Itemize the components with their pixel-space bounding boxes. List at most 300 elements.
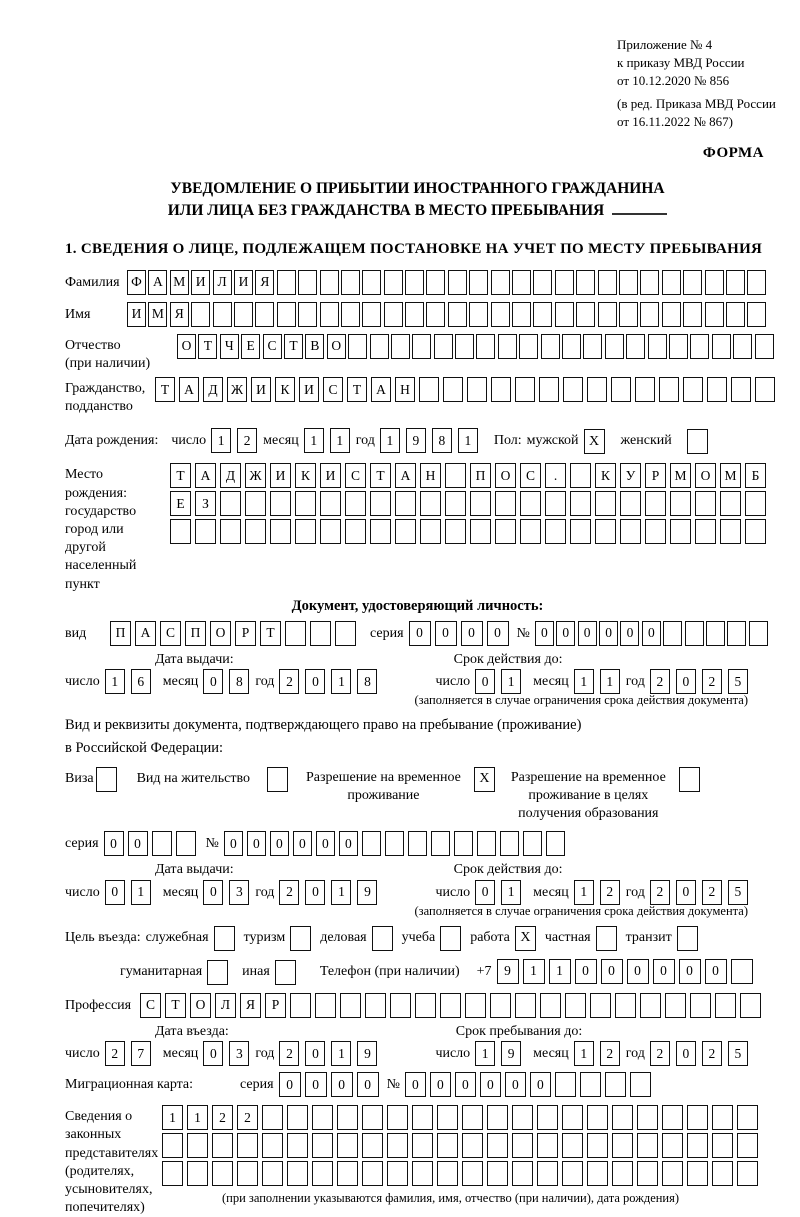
form-cell[interactable] (191, 302, 210, 327)
form-cell[interactable]: 0 (279, 1072, 301, 1097)
form-cell[interactable] (670, 519, 691, 544)
form-cell[interactable]: 0 (642, 621, 661, 646)
form-cell[interactable] (245, 491, 266, 516)
form-cell[interactable] (565, 993, 586, 1018)
form-cell[interactable] (662, 1105, 683, 1130)
form-cell[interactable] (619, 270, 638, 295)
form-cell[interactable]: 1 (458, 428, 478, 453)
form-cell[interactable] (712, 1105, 733, 1130)
form-cell[interactable]: С (323, 377, 343, 402)
form-cell[interactable] (434, 334, 453, 359)
form-cell[interactable] (440, 993, 461, 1018)
form-cell[interactable]: 0 (293, 831, 312, 856)
form-cell[interactable] (495, 491, 516, 516)
form-cell[interactable]: И (270, 463, 291, 488)
purpose-private-checkbox[interactable] (596, 926, 617, 951)
form-cell[interactable]: К (595, 463, 616, 488)
form-cell[interactable]: Р (645, 463, 666, 488)
purpose-business-checkbox[interactable] (372, 926, 393, 951)
sex-female-checkbox[interactable] (687, 429, 708, 454)
form-cell[interactable] (749, 621, 768, 646)
form-cell[interactable]: 0 (679, 959, 701, 984)
form-cell[interactable] (262, 1161, 283, 1186)
form-cell[interactable]: 0 (676, 669, 696, 694)
form-cell[interactable] (533, 270, 552, 295)
form-cell[interactable] (683, 302, 702, 327)
form-cell[interactable]: 0 (203, 1041, 223, 1066)
form-cell[interactable] (395, 491, 416, 516)
form-cell[interactable]: 5 (728, 880, 748, 905)
form-cell[interactable] (598, 302, 617, 327)
form-cell[interactable] (612, 1161, 633, 1186)
form-cell[interactable] (570, 491, 591, 516)
form-cell[interactable]: 5 (728, 669, 748, 694)
form-cell[interactable] (348, 334, 367, 359)
form-cell[interactable] (576, 302, 595, 327)
form-cell[interactable] (162, 1133, 183, 1158)
form-cell[interactable] (690, 993, 711, 1018)
form-cell[interactable]: 1 (380, 428, 400, 453)
form-cell[interactable] (545, 491, 566, 516)
form-cell[interactable] (720, 491, 741, 516)
form-cell[interactable]: 1 (600, 669, 620, 694)
form-cell[interactable]: М (720, 463, 741, 488)
form-cell[interactable] (320, 270, 339, 295)
purpose-transit-checkbox[interactable] (677, 926, 698, 951)
form-cell[interactable] (731, 377, 751, 402)
form-cell[interactable]: 9 (357, 1041, 377, 1066)
form-cell[interactable]: 0 (331, 1072, 353, 1097)
form-cell[interactable]: 0 (505, 1072, 526, 1097)
form-cell[interactable] (362, 1105, 383, 1130)
form-cell[interactable] (295, 491, 316, 516)
form-cell[interactable] (540, 993, 561, 1018)
form-cell[interactable] (395, 519, 416, 544)
form-cell[interactable]: 2 (650, 880, 670, 905)
form-cell[interactable] (470, 491, 491, 516)
form-cell[interactable]: 0 (575, 959, 597, 984)
form-cell[interactable]: Ж (227, 377, 247, 402)
form-cell[interactable] (320, 519, 341, 544)
form-cell[interactable] (462, 1105, 483, 1130)
form-cell[interactable] (287, 1105, 308, 1130)
form-cell[interactable] (659, 377, 679, 402)
form-cell[interactable]: 9 (406, 428, 426, 453)
form-cell[interactable]: 2 (600, 1041, 620, 1066)
form-cell[interactable]: 0 (203, 880, 223, 905)
form-cell[interactable] (340, 993, 361, 1018)
form-cell[interactable] (390, 993, 411, 1018)
form-cell[interactable] (715, 993, 736, 1018)
form-cell[interactable] (462, 1161, 483, 1186)
form-cell[interactable] (491, 377, 511, 402)
form-cell[interactable] (335, 621, 356, 646)
form-cell[interactable] (270, 519, 291, 544)
form-cell[interactable]: 2 (212, 1105, 233, 1130)
form-cell[interactable]: 0 (487, 621, 509, 646)
form-cell[interactable] (637, 1161, 658, 1186)
form-cell[interactable] (720, 519, 741, 544)
form-cell[interactable] (670, 491, 691, 516)
form-cell[interactable] (637, 1133, 658, 1158)
form-cell[interactable] (662, 1133, 683, 1158)
form-cell[interactable] (470, 519, 491, 544)
form-cell[interactable]: 0 (409, 621, 431, 646)
form-cell[interactable]: 2 (600, 880, 620, 905)
form-cell[interactable] (520, 491, 541, 516)
form-cell[interactable]: Т (347, 377, 367, 402)
form-cell[interactable]: 0 (475, 880, 495, 905)
form-cell[interactable]: Т (155, 377, 175, 402)
form-cell[interactable] (384, 302, 403, 327)
form-cell[interactable] (290, 993, 311, 1018)
form-cell[interactable] (687, 1161, 708, 1186)
form-cell[interactable]: 1 (105, 669, 125, 694)
form-cell[interactable]: 1 (187, 1105, 208, 1130)
form-cell[interactable] (595, 519, 616, 544)
form-cell[interactable]: Т (170, 463, 191, 488)
form-cell[interactable] (387, 1161, 408, 1186)
form-cell[interactable] (443, 377, 463, 402)
form-cell[interactable] (707, 377, 727, 402)
form-cell[interactable] (737, 1105, 758, 1130)
form-cell[interactable] (705, 302, 724, 327)
visa-checkbox[interactable] (96, 767, 117, 792)
form-cell[interactable]: 9 (357, 880, 377, 905)
form-cell[interactable]: 2 (279, 1041, 299, 1066)
purpose-study-checkbox[interactable] (440, 926, 461, 951)
form-cell[interactable] (462, 1133, 483, 1158)
form-cell[interactable] (555, 1072, 576, 1097)
form-cell[interactable]: 1 (330, 428, 350, 453)
form-cell[interactable]: 0 (305, 1041, 325, 1066)
form-cell[interactable]: . (545, 463, 566, 488)
form-cell[interactable]: 1 (501, 669, 521, 694)
edu-permit-checkbox[interactable] (679, 767, 700, 792)
form-cell[interactable] (587, 377, 607, 402)
form-cell[interactable]: И (299, 377, 319, 402)
form-cell[interactable]: 0 (530, 1072, 551, 1097)
form-cell[interactable] (384, 270, 403, 295)
form-cell[interactable] (612, 1133, 633, 1158)
form-cell[interactable]: 0 (305, 669, 325, 694)
form-cell[interactable] (405, 270, 424, 295)
purpose-tourism-checkbox[interactable] (290, 926, 311, 951)
form-cell[interactable] (419, 377, 439, 402)
form-cell[interactable]: 1 (549, 959, 571, 984)
form-cell[interactable] (320, 491, 341, 516)
form-cell[interactable] (626, 334, 645, 359)
form-cell[interactable]: Ч (220, 334, 239, 359)
form-cell[interactable] (298, 302, 317, 327)
form-cell[interactable] (337, 1105, 358, 1130)
form-cell[interactable] (337, 1133, 358, 1158)
form-cell[interactable] (431, 831, 450, 856)
form-cell[interactable]: М (670, 463, 691, 488)
form-cell[interactable]: 6 (131, 669, 151, 694)
form-cell[interactable] (487, 1133, 508, 1158)
form-cell[interactable] (341, 270, 360, 295)
form-cell[interactable]: 1 (331, 880, 351, 905)
form-cell[interactable] (640, 270, 659, 295)
form-cell[interactable] (469, 302, 488, 327)
form-cell[interactable] (312, 1161, 333, 1186)
form-cell[interactable] (412, 1105, 433, 1130)
form-cell[interactable]: 0 (676, 1041, 696, 1066)
form-cell[interactable]: 0 (601, 959, 623, 984)
form-cell[interactable]: 1 (211, 428, 231, 453)
form-cell[interactable] (747, 270, 766, 295)
form-cell[interactable]: 0 (475, 669, 495, 694)
sex-male-checkbox[interactable]: X (584, 429, 605, 454)
form-cell[interactable] (512, 270, 531, 295)
form-cell[interactable]: 0 (128, 831, 148, 856)
form-cell[interactable]: 7 (131, 1041, 151, 1066)
form-cell[interactable] (663, 621, 682, 646)
form-cell[interactable]: 1 (331, 1041, 351, 1066)
form-cell[interactable]: В (305, 334, 324, 359)
form-cell[interactable] (426, 302, 445, 327)
form-cell[interactable]: Д (220, 463, 241, 488)
form-cell[interactable]: Т (198, 334, 217, 359)
form-cell[interactable] (630, 1072, 651, 1097)
form-cell[interactable] (385, 831, 404, 856)
form-cell[interactable]: А (371, 377, 391, 402)
form-cell[interactable]: 1 (475, 1041, 495, 1066)
form-cell[interactable] (387, 1105, 408, 1130)
form-cell[interactable] (533, 302, 552, 327)
form-cell[interactable] (563, 377, 583, 402)
form-cell[interactable]: 2 (702, 880, 722, 905)
form-cell[interactable] (669, 334, 688, 359)
form-cell[interactable] (587, 1105, 608, 1130)
form-cell[interactable]: 3 (229, 880, 249, 905)
form-cell[interactable] (537, 1133, 558, 1158)
form-cell[interactable] (695, 519, 716, 544)
form-cell[interactable] (495, 519, 516, 544)
form-cell[interactable] (645, 519, 666, 544)
form-cell[interactable]: 1 (574, 1041, 594, 1066)
form-cell[interactable] (437, 1133, 458, 1158)
form-cell[interactable] (706, 621, 725, 646)
form-cell[interactable] (365, 993, 386, 1018)
form-cell[interactable]: М (170, 270, 189, 295)
purpose-other-checkbox[interactable] (275, 960, 296, 985)
form-cell[interactable] (727, 621, 746, 646)
form-cell[interactable] (605, 1072, 626, 1097)
form-cell[interactable] (562, 1133, 583, 1158)
form-cell[interactable]: О (695, 463, 716, 488)
form-cell[interactable]: С (160, 621, 181, 646)
form-cell[interactable] (512, 1105, 533, 1130)
form-cell[interactable]: Я (240, 993, 261, 1018)
form-cell[interactable] (512, 302, 531, 327)
form-cell[interactable] (337, 1161, 358, 1186)
form-cell[interactable]: А (148, 270, 167, 295)
form-cell[interactable] (745, 491, 766, 516)
form-cell[interactable] (437, 1161, 458, 1186)
form-cell[interactable]: 0 (405, 1072, 426, 1097)
form-cell[interactable] (420, 491, 441, 516)
form-cell[interactable] (755, 334, 774, 359)
form-cell[interactable]: К (275, 377, 295, 402)
form-cell[interactable] (645, 491, 666, 516)
form-cell[interactable]: 1 (523, 959, 545, 984)
form-cell[interactable] (176, 831, 196, 856)
form-cell[interactable]: 2 (279, 880, 299, 905)
form-cell[interactable] (415, 993, 436, 1018)
form-cell[interactable]: 0 (435, 621, 457, 646)
temp-permit-checkbox[interactable]: X (474, 767, 495, 792)
form-cell[interactable]: А (395, 463, 416, 488)
form-cell[interactable] (512, 1161, 533, 1186)
form-cell[interactable] (539, 377, 559, 402)
form-cell[interactable]: Е (241, 334, 260, 359)
form-cell[interactable]: Е (170, 491, 191, 516)
form-cell[interactable]: С (520, 463, 541, 488)
form-cell[interactable]: Л (213, 270, 232, 295)
form-cell[interactable] (237, 1133, 258, 1158)
form-cell[interactable]: 0 (676, 880, 696, 905)
form-cell[interactable] (454, 831, 473, 856)
form-cell[interactable]: 9 (497, 959, 519, 984)
form-cell[interactable] (683, 377, 703, 402)
form-cell[interactable] (662, 1161, 683, 1186)
form-cell[interactable] (187, 1161, 208, 1186)
form-cell[interactable] (555, 270, 574, 295)
form-cell[interactable] (345, 491, 366, 516)
form-cell[interactable]: Д (203, 377, 223, 402)
form-cell[interactable] (262, 1105, 283, 1130)
form-cell[interactable] (212, 1161, 233, 1186)
form-cell[interactable] (412, 1133, 433, 1158)
form-cell[interactable]: 0 (653, 959, 675, 984)
form-cell[interactable] (570, 519, 591, 544)
form-cell[interactable]: 1 (331, 669, 351, 694)
form-cell[interactable] (220, 519, 241, 544)
form-cell[interactable]: 0 (224, 831, 243, 856)
form-cell[interactable]: 0 (535, 621, 554, 646)
form-cell[interactable] (245, 519, 266, 544)
form-cell[interactable] (587, 1161, 608, 1186)
form-cell[interactable]: И (234, 270, 253, 295)
form-cell[interactable] (310, 621, 331, 646)
form-cell[interactable]: К (295, 463, 316, 488)
form-cell[interactable] (152, 831, 172, 856)
form-cell[interactable] (490, 993, 511, 1018)
form-cell[interactable] (498, 334, 517, 359)
form-cell[interactable] (391, 334, 410, 359)
form-cell[interactable] (620, 491, 641, 516)
form-cell[interactable] (287, 1133, 308, 1158)
form-cell[interactable]: 0 (578, 621, 597, 646)
form-cell[interactable] (270, 491, 291, 516)
form-cell[interactable] (220, 491, 241, 516)
form-cell[interactable]: 1 (162, 1105, 183, 1130)
form-cell[interactable] (315, 993, 336, 1018)
form-cell[interactable]: 0 (556, 621, 575, 646)
form-cell[interactable] (737, 1133, 758, 1158)
form-cell[interactable] (733, 334, 752, 359)
form-cell[interactable]: И (191, 270, 210, 295)
form-cell[interactable]: С (140, 993, 161, 1018)
form-cell[interactable] (726, 270, 745, 295)
form-cell[interactable] (412, 1161, 433, 1186)
form-cell[interactable]: С (345, 463, 366, 488)
form-cell[interactable] (580, 1072, 601, 1097)
form-cell[interactable]: 0 (305, 1072, 327, 1097)
form-cell[interactable] (295, 519, 316, 544)
form-cell[interactable]: 8 (357, 669, 377, 694)
form-cell[interactable]: Я (255, 270, 274, 295)
form-cell[interactable] (712, 1161, 733, 1186)
form-cell[interactable]: 2 (702, 669, 722, 694)
form-cell[interactable] (512, 1133, 533, 1158)
form-cell[interactable] (537, 1161, 558, 1186)
form-cell[interactable] (595, 491, 616, 516)
form-cell[interactable]: 1 (304, 428, 324, 453)
form-cell[interactable]: 8 (432, 428, 452, 453)
form-cell[interactable]: 0 (270, 831, 289, 856)
form-cell[interactable] (487, 1161, 508, 1186)
form-cell[interactable]: А (135, 621, 156, 646)
form-cell[interactable] (469, 270, 488, 295)
form-cell[interactable] (491, 302, 510, 327)
form-cell[interactable] (370, 491, 391, 516)
form-cell[interactable] (570, 463, 591, 488)
form-cell[interactable] (491, 270, 510, 295)
form-cell[interactable] (590, 993, 611, 1018)
form-cell[interactable] (640, 993, 661, 1018)
form-cell[interactable] (370, 334, 389, 359)
form-cell[interactable]: Ж (245, 463, 266, 488)
form-cell[interactable] (455, 334, 474, 359)
form-cell[interactable] (637, 1105, 658, 1130)
form-cell[interactable] (520, 519, 541, 544)
form-cell[interactable] (740, 993, 761, 1018)
form-cell[interactable] (405, 302, 424, 327)
form-cell[interactable] (576, 270, 595, 295)
form-cell[interactable] (583, 334, 602, 359)
form-cell[interactable]: Н (420, 463, 441, 488)
form-cell[interactable]: 1 (574, 669, 594, 694)
form-cell[interactable] (598, 270, 617, 295)
form-cell[interactable]: 0 (455, 1072, 476, 1097)
form-cell[interactable] (515, 993, 536, 1018)
form-cell[interactable]: 2 (105, 1041, 125, 1066)
form-cell[interactable] (345, 519, 366, 544)
form-cell[interactable]: 2 (237, 1105, 258, 1130)
form-cell[interactable]: А (195, 463, 216, 488)
form-cell[interactable]: 2 (650, 669, 670, 694)
form-cell[interactable] (605, 334, 624, 359)
form-cell[interactable] (426, 270, 445, 295)
form-cell[interactable]: 0 (461, 621, 483, 646)
form-cell[interactable] (662, 302, 681, 327)
form-cell[interactable] (476, 334, 495, 359)
form-cell[interactable] (298, 270, 317, 295)
form-cell[interactable] (195, 519, 216, 544)
form-cell[interactable]: 0 (620, 621, 639, 646)
form-cell[interactable] (262, 1133, 283, 1158)
purpose-humanitarian-checkbox[interactable] (207, 960, 228, 985)
form-cell[interactable] (287, 1161, 308, 1186)
form-cell[interactable] (587, 1133, 608, 1158)
form-cell[interactable]: 5 (728, 1041, 748, 1066)
form-cell[interactable] (695, 491, 716, 516)
form-cell[interactable]: 0 (305, 880, 325, 905)
form-cell[interactable] (687, 1133, 708, 1158)
